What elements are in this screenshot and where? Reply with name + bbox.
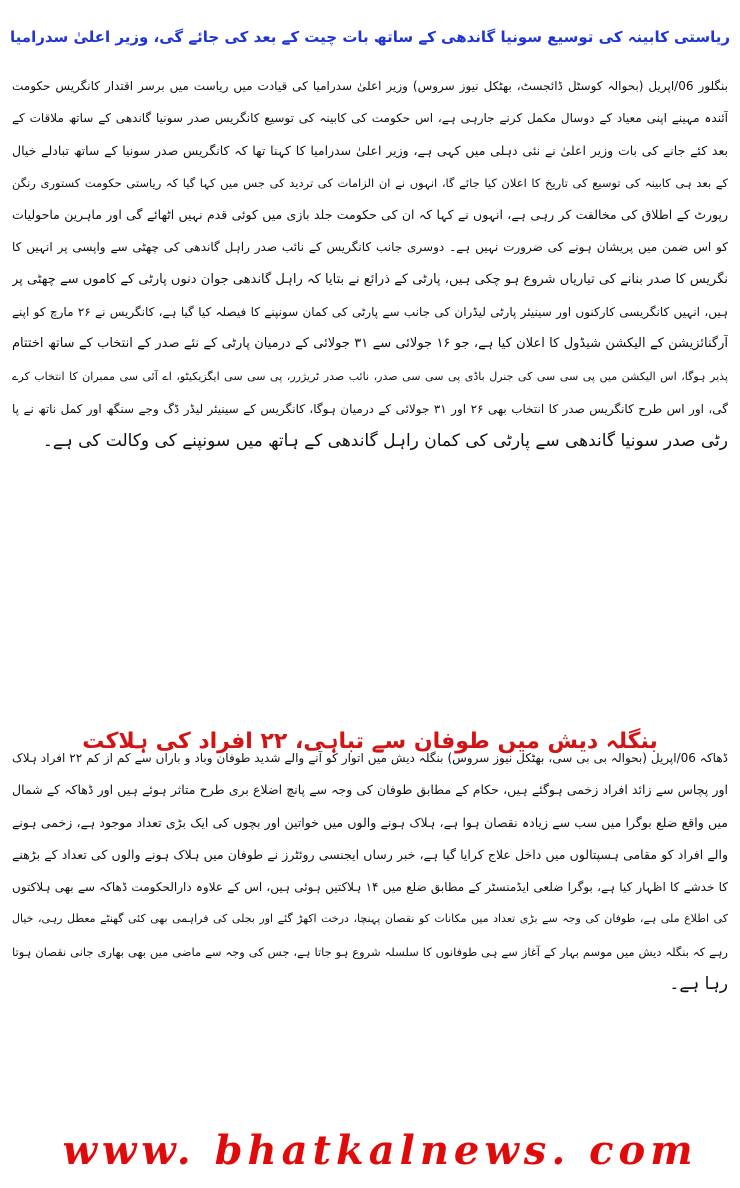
article-2-line: کی اطلاع ملی ہے، طوفان کی وجہ سے بڑی تعداد میں مکانات کو نقصان پہنچا، درخت اکھڑ گئے اور بجلی کی فراہمی بھی کئی گھنٹے معطل رہی، خیال (12, 912, 728, 926)
article-1-line: نگریس کا صدر بنانے کی تیاریاں شروع ہو چکی ہیں، پارٹی کے ذرائع نے بتایا کہ راہل گاندھی جوان دنوں پارٹی کے کاموں سے چھٹی پر (12, 271, 728, 287)
article-2-line: رہا ہے۔ (669, 974, 728, 995)
article-2-line: اور پچاس سے زائد افراد زخمی ہوگئے ہیں، حکام کے مطابق طوفان کی وجہ سے پانچ اضلاع بری طرح متاثر ہوئے ہیں اور ڈھاکہ کے شمال (12, 782, 728, 798)
article-1-line: گی، اور اس طرح کانگریس صدر کا انتخاب بھی ۲۶ اور ۳۱ جولائی کے درمیان ہوگا، کانگریس کے سینیئر لیڈر ڈگ وجے سنگھ اور کمل ناتھ نے پا (12, 401, 728, 416)
article-1-line: ہیں، انہیں کانگریسی کارکنوں اور سینیئر پارٹی لیڈران کی جانب سے پارٹی کی کمان سونپنے کا فیصلہ کیا گیا ہے، کانگریس نے ۲۶ مارچ کو اپنے (12, 305, 728, 320)
article-2-line: ڈھاکہ 06/اپریل (بحوالہ بی بی سی، بھٹکل نیوز سروس) بنگلہ دیش میں اتوار کو آنے والے شدید طوفان وباد و باراں سے کم از کم ۲۲ افراد ہلاک (12, 751, 728, 765)
article-1-line: بعد کئے جانے کی بات وزیر اعلیٰ نے نئی دہلی میں کہی ہے، وزیر اعلیٰ سدرامیا کا کہنا تھا کہ کانگریس صدر سونیا کے ساتھ تبادلے خیال (12, 142, 728, 158)
article-1-line: آئندہ مہینے اپنی معیاد کے دوسال مکمل کرنے جارہی ہے، اس حکومت کی کابینہ کی توسیع کانگریس صدر سونیا گاندھی کے ساتھ ملاقات کے (12, 111, 728, 126)
article-1-line: بنگلور 06/اپریل (بحوالہ کوسٹل ڈائجسٹ، بھٹکل نیوز سروس) وزیر اعلیٰ سدرامیا کی قیادت میں ریاست میں برسر اقتدار کانگریس حکومت (12, 79, 728, 93)
article-2-line: رہے کہ بنگلہ دیش میں موسم بہار کے آغاز سے ہی طوفانوں کا سلسلہ شروع ہو جاتا ہے، جس کی وجہ سے ماضی میں بھی بھاری جانی نقصان ہوتا (12, 944, 728, 959)
headline: ریاستی کابینہ کی توسیع سونیا گاندھی کے ساتھ بات چیت کے بعد کی جائے گی، وزیر اعلیٰ سدرامیا (10, 28, 730, 47)
article-2-body (12, 742, 728, 1000)
subheadline: بنگلہ دیش میں طوفان سے تباہی، ۲۲ افراد کی ہلاکت (82, 729, 658, 755)
site-watermark: www. bhatkalnews. com (62, 1127, 698, 1174)
article-1-line: کو اس ضمن میں پریشان ہونے کی ضرورت نہیں ہے۔ دوسری جانب کانگریس کے نائب صدر راہل گاندھی کی چھٹی سے واپسی پر انہیں کا (12, 240, 728, 255)
article-2-line: کا خدشے کا اظہار کیا ہے، بوگرا ضلعی ایڈمنسٹر کے مطابق ضلع میں ۱۴ ہلاکتیں ہوئی ہیں، اس کے علاوہ دارالحکومت ڈھاکہ سے بھی ہلاکتوں (12, 880, 728, 895)
article-1-line: آرگنائزیشن کے الیکشن شیڈول کا اعلان کیا ہے، جو ۱۶ جولائی سے ۳۱ جولائی کے درمیان پارٹی کے نئے صدر کے انتخاب کے ساتھ اختتام (12, 336, 728, 352)
article-1-line: کے بعد ہی کابینہ کی توسیع کی تاریخ کا اعلان کیا جائے گا، انہوں نے ان الزامات کی تردید کی جس میں کہا گیا کہ ریاستی حکومت کستوری رنگن (12, 175, 728, 190)
article-1-body (12, 70, 728, 458)
article-2-line: والے افراد کو مقامی ہسپتالوں میں داخل علاج کرایا گیا ہے، خبر رساں ایجنسی روئٹرز نے طوفان میں ہلاک ہونے والوں کی تعداد کے بڑھنے (12, 846, 728, 862)
article-1-line: رپورٹ کے اطلاق کی مخالفت کر رہی ہے، انہوں نے کہا کہ ان کی حکومت جلد بازی میں کوئی قدم نہیں اٹھائے گی اور ماہرین ماحولیات (12, 207, 728, 223)
article-1-line: پذیر ہوگا، اس الیکشن میں پی سی سی کی جنرل باڈی پی سی سی صدر، نائب صدر ٹریژرر، پی سی سی ایگزیکیٹو، اے آئی سی ممبران کا انتخاب کرے (12, 369, 728, 383)
article-2-line: میں واقع ضلع بوگرا میں سب سے زیادہ نقصان ہوا ہے، ہلاک ہونے والوں میں خواتین اور بچوں کی ایک بڑی تعداد موجود ہے، زخمی ہونے (12, 814, 728, 830)
article-1-line: رٹی صدر سونیا گاندھی سے پارٹی کی کمان راہل گاندھی کے ہاتھ میں سونپنے کی وکالت کی ہے۔ (42, 431, 728, 452)
